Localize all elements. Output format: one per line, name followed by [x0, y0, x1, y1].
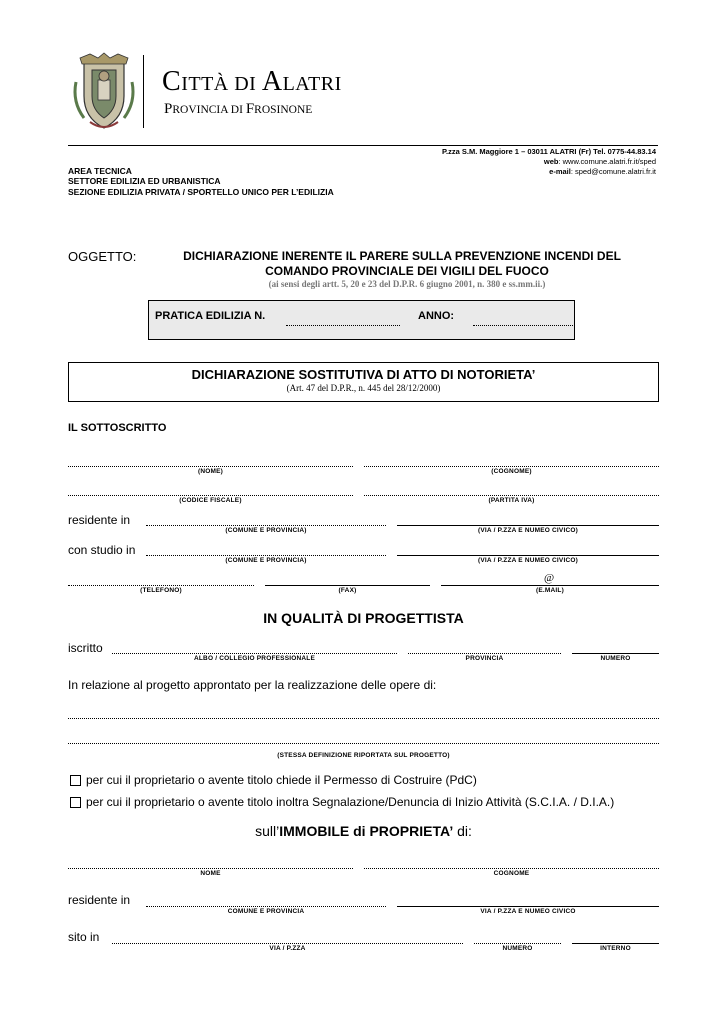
fax-caption: (FAX): [338, 587, 357, 594]
province-rosinone: ROSINONE: [254, 104, 313, 116]
anno-field[interactable]: [473, 312, 575, 326]
email-caption: (E.MAIL): [536, 587, 564, 594]
sezione: SEZIONE EDILIZIA PRIVATA / SPORTELLO UNICO PER L’EDILIZIA: [68, 187, 334, 197]
sito-interno-caption: INTERNO: [600, 945, 631, 952]
opere-field-2[interactable]: [68, 743, 659, 744]
sito-label: sito in: [68, 930, 100, 944]
proprietario-via-caption: VIA / P.ZZA E NUMEO CIVICO: [480, 908, 576, 915]
albo-field[interactable]: [112, 653, 397, 654]
option-pdc-checkbox[interactable]: [70, 775, 81, 786]
relazione-text: In relazione al progetto approntato per la realizzazione delle opere di:: [68, 678, 437, 692]
proprietario-cognome-field[interactable]: [364, 868, 659, 869]
iscritto-label: iscritto: [68, 641, 103, 655]
proprietario-nome-caption: NOME: [200, 870, 221, 877]
studio-via-caption: (VIA / P.ZZA E NUMEO CIVICO): [478, 557, 578, 564]
codice-fiscale-field[interactable]: [68, 495, 353, 496]
sito-via-caption: VIA / P.ZZA: [269, 945, 306, 952]
proprietario-cognome-caption: COGNOME: [493, 870, 530, 877]
email-field[interactable]: [441, 585, 659, 586]
email-at-symbol: @: [544, 572, 555, 584]
residente-via-field[interactable]: [397, 525, 659, 526]
pratica-number-field[interactable]: [286, 312, 400, 326]
telefono-field[interactable]: [68, 585, 254, 586]
studio-comune-caption: (COMUNE E PROVINCIA): [225, 557, 307, 564]
oggetto-line2: COMANDO PROVINCIALE DEI VIGILI DEL FUOCO: [265, 264, 549, 278]
proprietario-via-field[interactable]: [397, 906, 659, 907]
nome-caption: (NOME): [197, 468, 224, 475]
sito-via-field[interactable]: [112, 943, 463, 944]
dichiarazione-note: (Art. 47 del D.P.R., n. 445 del 28/12/2000): [286, 383, 441, 393]
stessa-caption: (STESSA DEFINIZIONE RIPORTATA SUL PROGETTO): [277, 752, 450, 759]
header-rule: [68, 145, 658, 146]
residente-via-caption: (VIA / P.ZZA E NUMEO CIVICO): [478, 527, 578, 534]
sito-interno-field[interactable]: [572, 943, 659, 944]
provincia-caption: PROVINCIA: [465, 655, 504, 662]
cognome-field[interactable]: [364, 466, 659, 467]
option-scia-label: per cui il proprietario o avente titolo inoltra Segnalazione/Denuncia di Inizio Attività (S.C.I.A. / D.I.A.): [86, 795, 615, 809]
partita-iva-field[interactable]: [364, 495, 659, 496]
oggetto-line1: DICHIARAZIONE INERENTE IL PARERE SULLA PREVENZIONE INCENDI DEL: [183, 249, 621, 263]
city-di: DI: [228, 73, 262, 95]
fax-field[interactable]: [265, 585, 430, 586]
web-address[interactable]: : www.comune.alatri.fr.it/sped: [558, 157, 656, 166]
oggetto-label: OGGETTO:: [68, 249, 137, 264]
studio-via-field[interactable]: [397, 555, 659, 556]
residente-label: residente in: [68, 513, 131, 527]
immobile-heading-post: di:: [453, 823, 472, 839]
anno-label: ANNO:: [418, 310, 455, 322]
numero-field[interactable]: [572, 653, 659, 654]
settore: SETTORE EDILIZIA ED URBANISTICA: [68, 176, 221, 186]
albo-caption: ALBO / COLLEGIO PROFESSIONALE: [193, 655, 315, 662]
option-pdc-label: per cui il proprietario o avente titolo chiede il Permesso di Costruire (PdC): [86, 773, 477, 787]
city-a: A: [261, 66, 283, 97]
codice-fiscale-caption: (CODICE FISCALE): [179, 497, 242, 504]
residente-comune-caption: (COMUNE E PROVINCIA): [225, 527, 307, 534]
city-itta: ITTÀ: [181, 73, 229, 95]
area-tecnica: AREA TECNICA: [68, 166, 132, 176]
partita-iva-caption: (PARTITA IVA): [488, 497, 535, 504]
sito-numero-field[interactable]: [474, 943, 561, 944]
web-label: web: [543, 157, 559, 166]
proprietario-nome-field[interactable]: [68, 868, 353, 869]
proprietario-residente-label: residente in: [68, 893, 131, 907]
office-email: [549, 167, 656, 176]
immobile-heading-bold: IMMOBILE di PROPRIETA’: [279, 823, 454, 839]
immobile-heading: [68, 823, 659, 839]
nome-field[interactable]: [68, 466, 353, 467]
city-latri: LATRI: [282, 73, 342, 95]
qualita-heading: IN QUALITÀ DI PROGETTISTA: [263, 610, 464, 626]
telefono-caption: (TELEFONO): [140, 587, 182, 594]
sottoscritto-heading: IL SOTTOSCRITTO: [68, 422, 167, 434]
oggetto-note: (ai sensi degli artt. 5, 20 e 23 del D.P.R. 6 giugno 2001, n. 380 e ss.mm.ii.): [268, 279, 546, 289]
studio-comune-field[interactable]: [146, 555, 386, 556]
dichiarazione-title: DICHIARAZIONE SOSTITUTIVA DI ATTO DI NOTORIETA’: [191, 367, 536, 382]
option-scia-checkbox[interactable]: [70, 797, 81, 808]
city-name: [162, 66, 342, 98]
province-rovincia: ROVINCIA DI: [172, 104, 246, 116]
cognome-caption: (COGNOME): [491, 468, 532, 475]
residente-comune-field[interactable]: [146, 525, 386, 526]
proprietario-comune-caption: COMUNE E PROVINCIA: [227, 908, 305, 915]
province-name: [164, 101, 312, 118]
city-c: C: [162, 66, 182, 97]
opere-field-1[interactable]: [68, 718, 659, 719]
studio-label: con studio in: [68, 543, 136, 557]
coat-of-arms-logo: [70, 52, 138, 132]
email-address[interactable]: : sped@comune.alatri.fr.it: [570, 167, 656, 176]
immobile-heading-pre: sull’: [255, 823, 280, 839]
proprietario-comune-field[interactable]: [146, 906, 386, 907]
province-f: F: [245, 101, 255, 117]
province-p: P: [164, 101, 173, 117]
provincia-field[interactable]: [408, 653, 561, 654]
email-label: e-mail: [549, 167, 571, 176]
header-divider-vertical: [143, 55, 144, 128]
pratica-label: PRATICA EDILIZIA N.: [155, 310, 266, 322]
sito-numero-caption: NUMERO: [502, 945, 533, 952]
office-address: P.zza S.M. Maggiore 1 – 03011 ALATRI (Fr) Tel. 0775-44.83.14: [442, 147, 656, 156]
office-web: [544, 157, 656, 166]
numero-caption: NUMERO: [600, 655, 631, 662]
